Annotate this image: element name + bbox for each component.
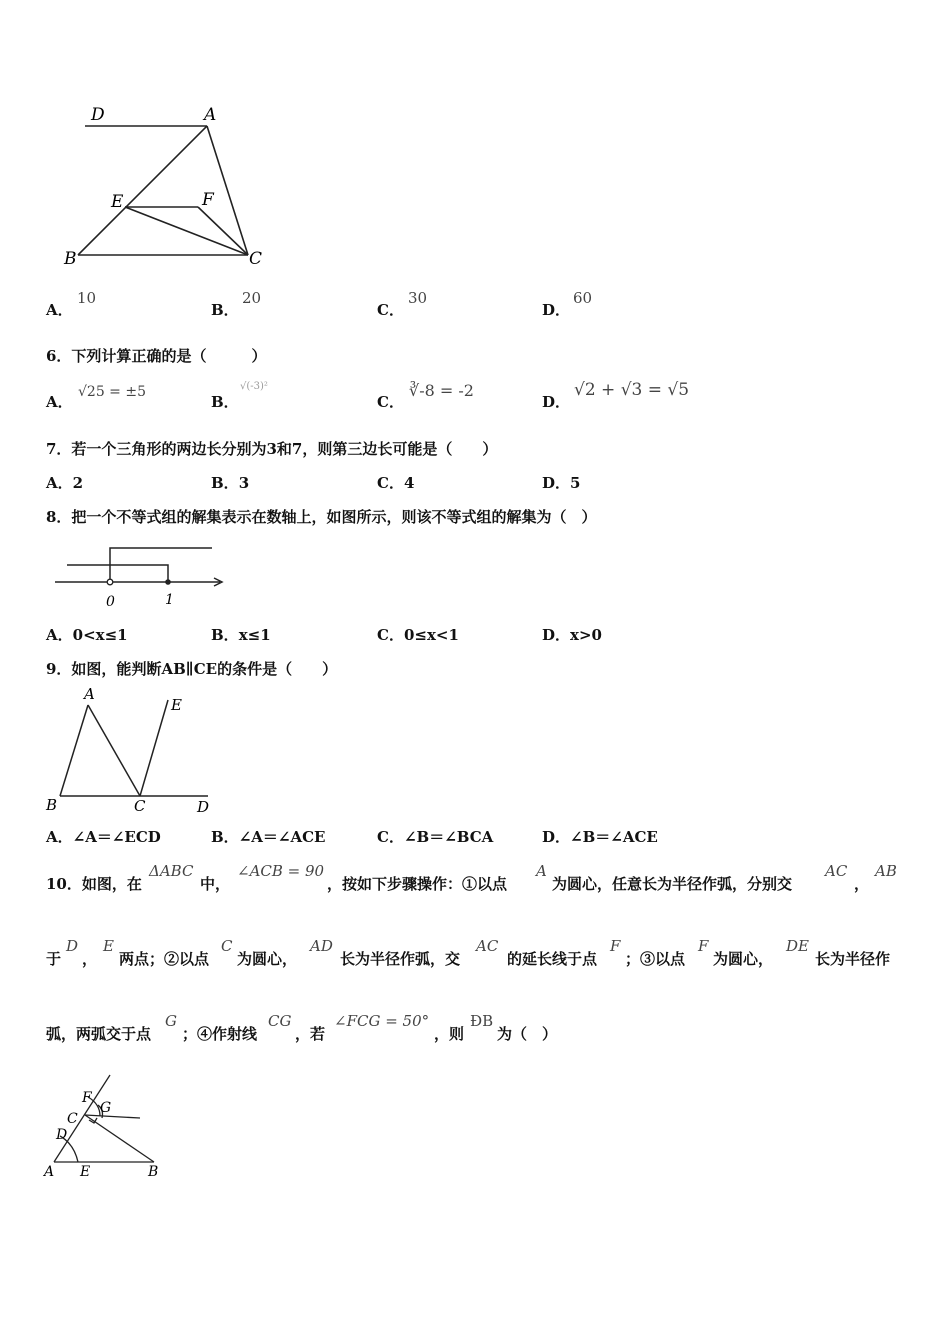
q10-line2-part7: ；③以点: [625, 950, 686, 968]
q10-label-G: G: [100, 1100, 112, 1116]
triangle-construction-figure: [40, 1070, 180, 1185]
number-line-figure: [50, 540, 240, 612]
q10-line1-math4: AC: [825, 862, 848, 880]
q5-option-d-letter[interactable]: D．: [542, 301, 571, 319]
q10-line3-math4: ÐB: [470, 1012, 494, 1030]
q8-stem: 8．把一个不等式组的解集表示在数轴上，如图所示，则该不等式组的解集为（ ）: [46, 508, 597, 526]
q10-line1-part1: 10．如图，在: [46, 875, 142, 893]
q6-stem: 6．下列计算正确的是（ ）: [46, 347, 267, 365]
q6-option-a-value: √25 = ±5: [78, 384, 147, 400]
q10-line2-part1: 于: [46, 950, 62, 968]
q9-label-E: E: [171, 696, 182, 714]
q6-option-d-letter[interactable]: D．: [542, 393, 571, 411]
q7-option-d-value: 5: [570, 474, 581, 492]
q10-line2-part9: 长为半径作: [815, 950, 891, 968]
q5-option-b-value: 20: [242, 289, 262, 307]
q9-option-c-letter[interactable]: C．: [377, 828, 404, 846]
q10-line2-part8: 为圆心，: [713, 950, 774, 968]
open-circle-zero: [107, 579, 113, 585]
q7-option-a-value: 2: [72, 474, 84, 492]
q9-option-d-value: ∠B＝∠ACE: [570, 828, 658, 846]
q9-option-a-value: ∠A＝∠ECD: [72, 828, 161, 846]
q5-option-a-letter[interactable]: A．: [46, 301, 73, 319]
q7-option-c-letter[interactable]: C．: [377, 474, 404, 492]
q9-option-d-letter[interactable]: D．: [542, 828, 571, 846]
q10-line2-part4: 为圆心，: [237, 950, 298, 968]
q10-line2-part2: ，: [82, 950, 98, 968]
figure-quadrilateral: [55, 100, 285, 275]
q10-line2-part6: 的延长线于点: [507, 950, 598, 968]
q10-line3-part3: ，若: [295, 1025, 326, 1043]
q8-option-b-value: x≤1: [238, 626, 271, 644]
label-E: E: [111, 192, 124, 212]
q10-line2-math1: D: [66, 937, 79, 955]
q6-option-c-letter[interactable]: C．: [377, 393, 404, 411]
label-D: D: [91, 105, 105, 125]
q10-line1-part3: ，按如下步骤操作：①以点: [327, 875, 508, 893]
q9-label-D: D: [197, 798, 210, 816]
q10-line3-math1: G: [165, 1012, 177, 1030]
q8-option-c-letter[interactable]: C．: [377, 626, 404, 644]
q10-label-B: B: [148, 1164, 159, 1180]
q5-option-c-letter[interactable]: C．: [377, 301, 404, 319]
q10-line3-part1: 弧，两弧交于点: [46, 1025, 152, 1043]
q8-option-c-value: 0≤x<1: [403, 626, 459, 644]
q10-line3-part5: 为（ ）: [497, 1025, 558, 1043]
q10-line3-part2: ；④作射线: [182, 1025, 258, 1043]
closed-circle-one: [165, 579, 171, 585]
q5-option-a-value: 10: [77, 289, 97, 307]
q10-line1-part5: ，: [854, 875, 870, 893]
q6-option-a-letter[interactable]: A．: [46, 393, 73, 411]
q10-label-C: C: [67, 1111, 78, 1127]
q10-line2-math2: E: [103, 937, 114, 955]
q10-label-F: F: [82, 1090, 92, 1106]
q6-option-c-value: ∛-8 = -2: [409, 381, 474, 400]
q10-line2-math7: F: [698, 937, 709, 955]
label-F: F: [202, 190, 214, 210]
q10-label-D: D: [56, 1127, 68, 1143]
q9-option-a-letter[interactable]: A．: [46, 828, 73, 846]
q7-option-a-letter[interactable]: A．: [46, 474, 73, 492]
q6-option-d-value: √2 + √3 = √5: [574, 380, 690, 400]
label-B: B: [64, 249, 77, 269]
q10-line2-math3: C: [221, 937, 233, 955]
axis-label-1: 1: [165, 592, 174, 608]
q9-stem: 9．如图，能判断AB∥CE的条件是（ ）: [46, 660, 338, 678]
q5-option-d-value: 60: [573, 289, 593, 307]
q7-option-d-letter[interactable]: D．: [542, 474, 571, 492]
label-A: A: [204, 105, 217, 125]
q9-option-c-value: ∠B＝∠BCA: [403, 828, 494, 846]
q10-label-A: A: [44, 1164, 55, 1180]
q10-line3-part4: ，则: [434, 1025, 465, 1043]
q9-option-b-letter[interactable]: B．: [211, 828, 239, 846]
q10-line3-math3: ∠FCG = 50°: [334, 1012, 430, 1030]
q10-label-E: E: [80, 1164, 91, 1180]
q9-label-C: C: [134, 797, 146, 815]
q8-option-a-letter[interactable]: A．: [46, 626, 73, 644]
q10-line2-part3: 两点；②以点: [119, 950, 210, 968]
q6-option-b-value: √(-3)²: [240, 381, 268, 392]
q7-option-b-value: 3: [238, 474, 250, 492]
q9-option-b-value: ∠A＝∠ACE: [238, 828, 326, 846]
q10-line2-math8: DE: [786, 937, 809, 955]
q10-line2-math6: F: [610, 937, 621, 955]
q7-option-c-value: 4: [403, 474, 415, 492]
parallel-lines-figure: [40, 683, 220, 818]
q9-label-A: A: [84, 685, 95, 703]
q10-line2-math5: AC: [476, 937, 499, 955]
q6-option-b-letter[interactable]: B．: [211, 393, 239, 411]
label-C: C: [249, 249, 263, 269]
q10-line1-math2: ∠ACB = 90: [237, 862, 325, 880]
q7-stem: 7．若一个三角形的两边长分别为3和7，则第三边长可能是（ ）: [46, 440, 498, 458]
q8-option-a-value: 0<x≤1: [72, 626, 128, 644]
axis-label-0: 0: [106, 594, 115, 610]
q9-label-B: B: [46, 796, 58, 814]
q10-line2-part5: 长为半径作弧，交: [340, 950, 461, 968]
q8-option-d-value: x>0: [570, 626, 602, 644]
q10-line1-math3: A: [536, 862, 547, 880]
q7-option-b-letter[interactable]: B．: [211, 474, 239, 492]
q5-option-c-value: 30: [408, 289, 428, 307]
q10-line2-math4: AD: [310, 937, 333, 955]
q10-line1-math5: AB: [875, 862, 897, 880]
q10-line1-math1: ΔABC: [149, 862, 194, 880]
q5-option-b-letter[interactable]: B．: [211, 301, 239, 319]
q10-line3-math2: CG: [268, 1012, 292, 1030]
q10-line1-part4: 为圆心，任意长为半径作弧，分别交: [552, 875, 793, 893]
q8-option-b-letter[interactable]: B．: [211, 626, 239, 644]
q8-option-d-letter[interactable]: D．: [542, 626, 571, 644]
q10-line1-part2: 中，: [200, 875, 231, 893]
